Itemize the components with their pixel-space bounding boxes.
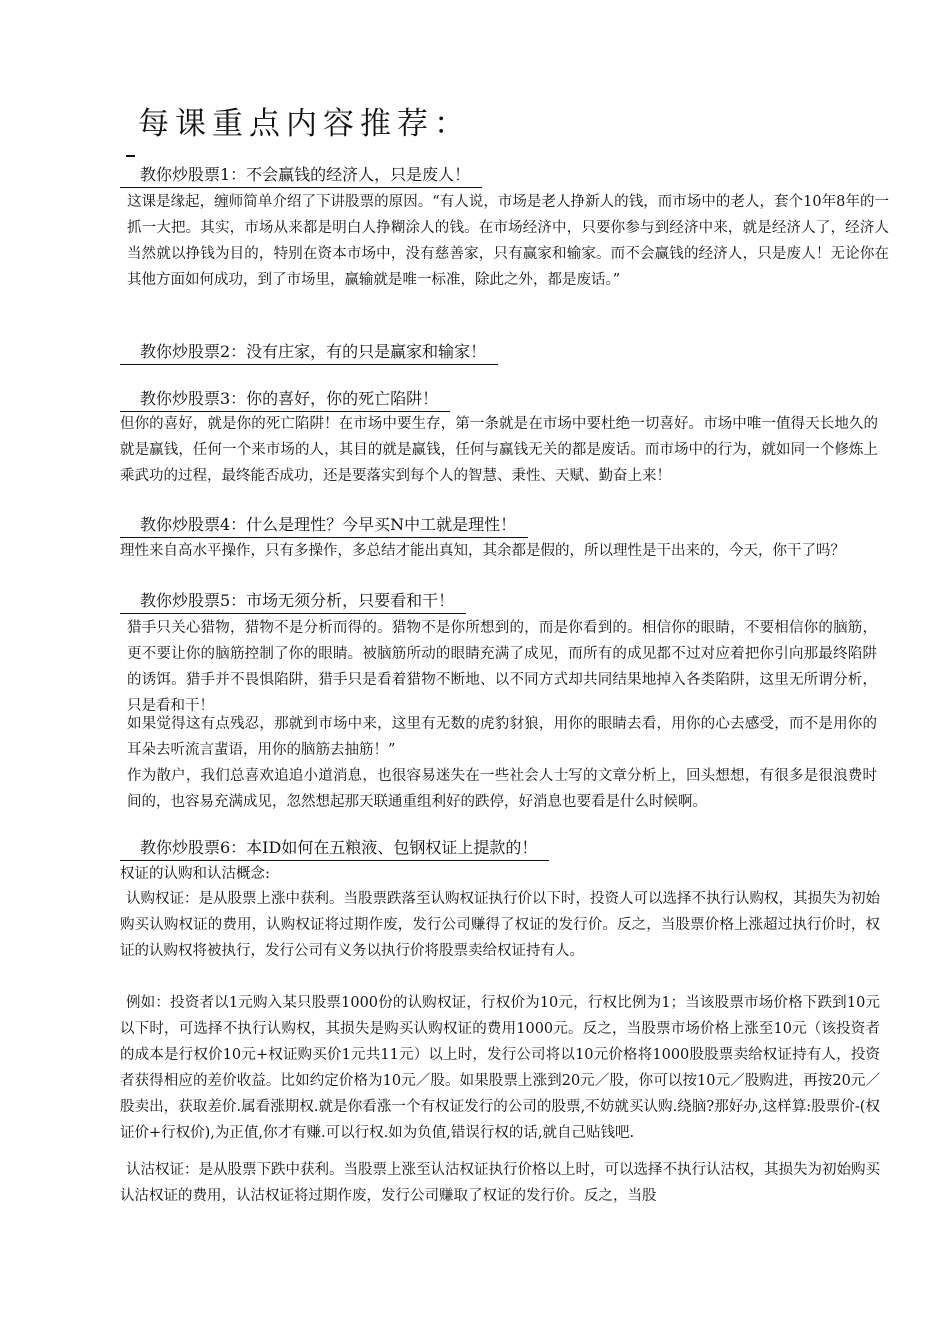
- lesson-2-heading: 教你炒股票2：没有庄家，有的只是赢家和输家！: [120, 340, 498, 365]
- lesson-5-heading: 教你炒股票5：市场无须分析，只要看和干！: [120, 589, 466, 614]
- lesson-5-paragraph-1: 猎手只关心猎物，猎物不是分析而得的。猎物不是你所想到的，而是你看到的。相信你的眼睛，不要相信你的脑筋，更不要让你的脑筋控制了你的眼睛。被脑筋所动的眼睛充满了成见，而所有的成见都不过对应着把你引向那最终陷阱的诱饵。猎手并不畏惧陷阱，猎手只是看着猎物不断地、以不同方式却共同结果地掉入各类陷阱，这里无所谓分析，只是看和干！: [127, 620, 877, 714]
- lesson-3-paragraph-1: 但你的喜好，就是你的死亡陷阱！在市场中要生存，第一条就是在市场中要杜绝一切喜好。市场中唯一值得天长地久的就是赢钱，任何一个来市场的人，其目的就是赢钱，任何与赢钱无关的都是废话。而市场中的行为，就如同一个修炼上乘武功的过程，最终能否成功，还是要落实到每个人的智慧、秉性、天赋、勤奋上来！: [120, 416, 878, 484]
- lesson-6-paragraph-2: 认购权证：是从股票上涨中获利。当股票跌落至认购权证执行价以下时，投资人可以选择不执行认购权，其损失为初始购买认购权证的费用，认购权证将过期作废，发行公司赚得了权证的发行价。反之，当股票价格上涨超过执行价时，权证的认购权将被执行，发行公司有义务以执行价将股票卖给权证持有人。: [120, 891, 880, 959]
- lesson-6-heading: 教你炒股票6：本ID如何在五粮液、包钢权证上提款的！: [120, 836, 549, 861]
- title-underline-mark: [126, 155, 135, 157]
- page-title: 每课重点内容推荐：: [138, 106, 471, 142]
- lesson-1-heading: 教你炒股票1：不会赢钱的经济人，只是废人！: [120, 163, 482, 188]
- lesson-4-heading: 教你炒股票4：什么是理性？今早买N中工就是理性！: [120, 513, 528, 538]
- lesson-6-paragraph-3: 例如：投资者以1元购入某只股票1000份的认购权证，行权价为10元，行权比例为1；当该股票市场价格下跌到10元以下时，可选择不执行认购权，其损失是购买认购权证的费用1000元。反之，当股票市场价格上涨至10元（该投资者的成本是行权价10元+权证购买价1元共11元）以上时，发行公司将以10元价格将1000股股票卖给权证持有人，投资者获得相应的差价收益。比如约定价格为10元／股。如果股票上涨到20元／股，你可以按10元／股购进，再按20元／股卖出，获取差价.属看涨期权.就是你看涨一个有权证发行的公司的股票,不妨就买认购.绕脑?那好办,这样算:股票价-(权证价+行权价),为正值,你才有赚.可以行权.如为负值,错误行权的话,就自己贴钱吧.: [120, 995, 880, 1141]
- lesson-5-paragraph-2: 如果觉得这有点残忍，那就到市场中来，这里有无数的虎豹豺狼，用你的眼睛去看，用你的心去感受，而不是用你的耳朵去听流言蜚语，用你的脑筋去抽筋！”: [127, 716, 877, 758]
- lesson-3-heading: 教你炒股票3：你的喜好，你的死亡陷阱！: [120, 387, 450, 412]
- lesson-4-paragraph-1: 理性来自高水平操作，只有多操作，多总结才能出真知，其余都是假的，所以理性是干出来的，今天，你干了吗？: [120, 543, 845, 559]
- lesson-6-paragraph-4: 认沽权证：是从股票下跌中获利。当股票上涨至认沽权证执行价格以上时，可以选择不执行认沽权，其损失为初始购买认沽权证的费用，认沽权证将过期作废，发行公司赚取了权证的发行价。反之，当股: [120, 1162, 880, 1204]
- lesson-1-paragraph-1: 这课是缘起，缠师简单介绍了下讲股票的原因。“有人说，市场是老人挣新人的钱，而市场中的老人，套个10年8年的一抓一大把。其实，市场从来都是明白人挣糊涂人的钱。在市场经济中，只要你参与到经济中来，就是经济人了，经济人当然就以挣钱为目的，特别在资本市场中，没有慈善家，只有赢家和输家。而不会赢钱的经济人，只是废人！无论你在其他方面如何成功，到了市场里，赢输就是唯一标准，除此之外，都是废话。”: [127, 194, 889, 288]
- lesson-5-paragraph-3: 作为散户，我们总喜欢追追小道消息，也很容易迷失在一些社会人士写的文章分析上，回头想想，有很多是很浪费时间的，也容易充满成见，忽然想起那天联通重组利好的跌停，好消息也要看是什么时候啊。: [127, 768, 877, 810]
- lesson-6-paragraph-1: 权证的认购和认沽概念:: [120, 866, 270, 882]
